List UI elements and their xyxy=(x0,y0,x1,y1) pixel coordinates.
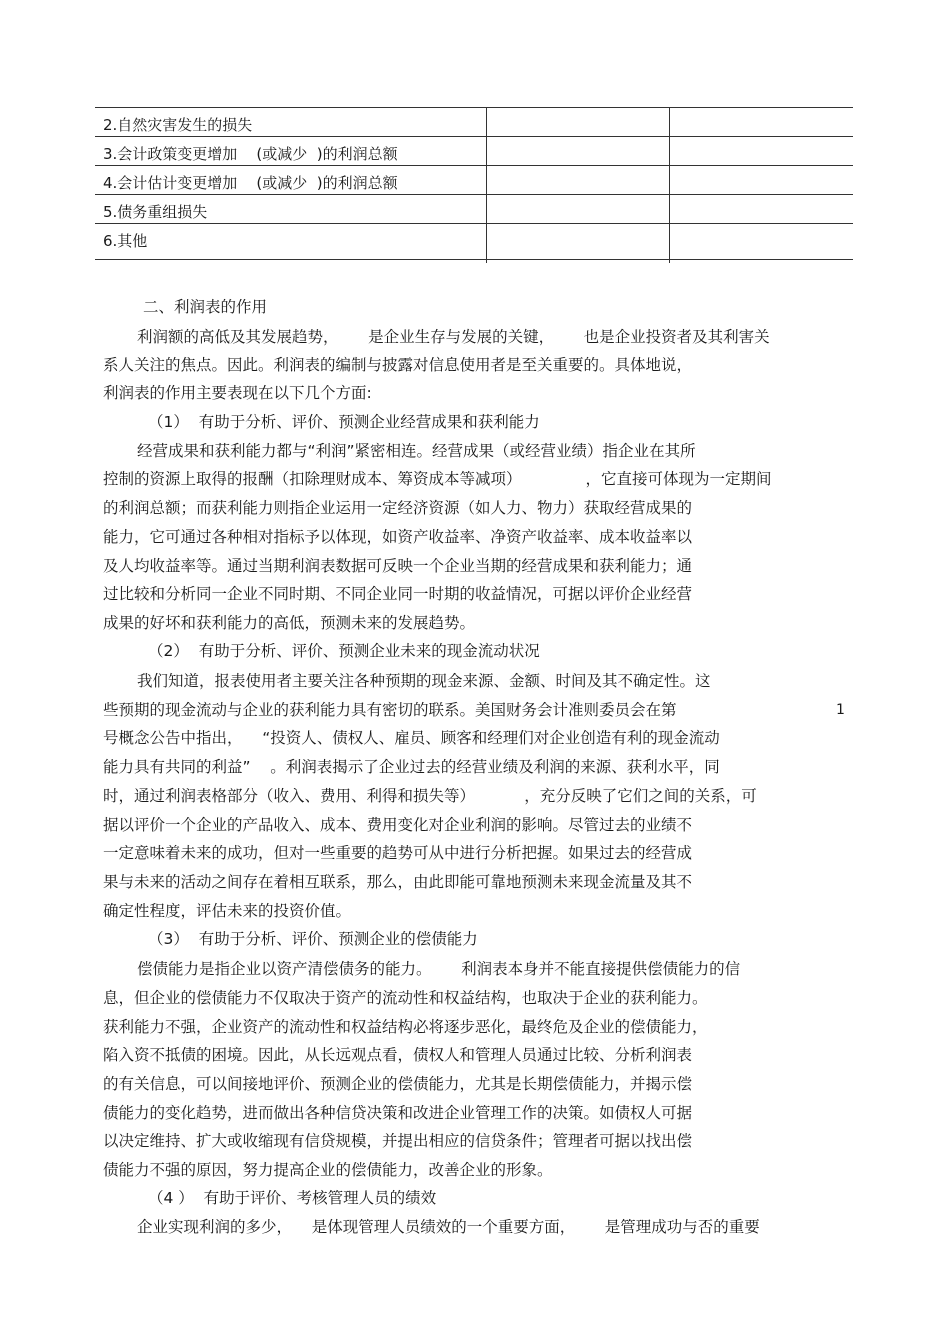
text-line: 利润表的作用主要表现在以下几个方面: xyxy=(103,384,372,402)
text-line: 债能力不强的原因，努力提高企业的偿债能力，改善企业的形象。 xyxy=(103,1161,553,1179)
table-row-label: 2.自然灾害发生的损失 xyxy=(103,116,253,134)
text-line: 能力具有共同的利益” 。利润表揭示了企业过去的经营业绩及利润的来源、获利水平，同 xyxy=(103,758,720,776)
text-line: 获利能力不强，企业资产的流动性和权益结构必将逐步恶化，最终危及企业的偿债能力， xyxy=(103,1018,708,1036)
text-line: 果与未来的活动之间存在着相互联系，那么，由此即能可靠地预测未来现金流量及其不 xyxy=(103,873,693,891)
subheading: （2） 有助于分析、评价、预测企业未来的现金流动状况 xyxy=(148,642,540,660)
text-line: 能力，它可通过各种相对指标予以体现，如资产收益率、净资产收益率、成本收益率以 xyxy=(103,528,693,546)
margin-number: 1 xyxy=(836,702,845,718)
subheading: （1） 有助于分析、评价、预测企业经营成果和获利能力 xyxy=(148,413,540,431)
text-line: 利润额的高低及其发展趋势， 是企业生存与发展的关键， 也是企业投资者及其利害关 xyxy=(137,328,770,346)
text-line: 债能力的变化趋势，进而做出各种信贷决策和改进企业管理工作的决策。如债权人可据 xyxy=(103,1104,693,1122)
text-line: 过比较和分析同一企业不同时期、不同企业同一时期的收益情况，可据以评价企业经营 xyxy=(103,585,693,603)
table-row-label: 4.会计估计变更增加 (或减少 )的利润总额 xyxy=(103,174,398,192)
subheading: （4 ） 有助于评价、考核管理人员的绩效 xyxy=(148,1189,437,1207)
text-line: 控制的资源上取得的报酬（扣除理财成本、筹资成本等减项） ，它直接可体现为一定期间 xyxy=(103,470,772,488)
table-row xyxy=(95,194,853,223)
text-line: 偿债能力是指企业以资产清偿债务的能力。 利润表本身并不能直接提供偿债能力的信 xyxy=(137,960,741,978)
text-line: 企业实现利润的多少， 是体现管理人员绩效的一个重要方面， 是管理成功与否的重要 xyxy=(137,1218,760,1236)
text-line: 成果的好坏和获利能力的高低，预测未来的发展趋势。 xyxy=(103,614,476,632)
table-row-label: 6.其他 xyxy=(103,232,148,250)
table-row xyxy=(95,165,853,194)
text-line: 及人均收益率等。通过当期利润表数据可反映一个企业当期的经营成果和获利能力；通 xyxy=(103,557,693,575)
text-line: 以决定维持、扩大或收缩现有信贷规模，并提出相应的信贷条件；管理者可据以找出偿 xyxy=(103,1132,693,1150)
text-line: 号概念公告中指出， “投资人、债权人、雇员、顾客和经理们对企业创造有利的现金流动 xyxy=(103,729,720,747)
subheading: （3） 有助于分析、评价、预测企业的偿债能力 xyxy=(148,930,478,948)
text-line: 经营成果和获利能力都与“利润”紧密相连。经营成果（或经营业绩）指企业在其所 xyxy=(137,442,696,460)
table-row xyxy=(95,136,853,165)
text-line: 的利润总额；而获利能力则指企业运用一定经济资源（如人力、物力）获取经营成果的 xyxy=(103,499,693,517)
text-line: 系人关注的焦点。因此。利润表的编制与披露对信息使用者是至关重要的。具体地说， xyxy=(103,356,693,374)
table-column-divider xyxy=(486,107,487,263)
loss-items-table xyxy=(95,107,853,260)
text-line: 我们知道，报表使用者主要关注各种预期的现金来源、金额、时间及其不确定性。这 xyxy=(137,672,711,690)
table-row xyxy=(95,107,853,136)
text-line: 些预期的现金流动与企业的获利能力具有密切的联系。美国财务会计准则委员会在第 xyxy=(103,701,677,719)
text-line: 一定意味着未来的成功，但对一些重要的趋势可从中进行分析把握。如果过去的经营成 xyxy=(103,844,693,862)
table-row-label: 3.会计政策变更增加 (或减少 )的利润总额 xyxy=(103,145,398,163)
table-row xyxy=(95,223,853,260)
text-line: 据以评价一个企业的产品收入、成本、费用变化对企业利润的影响。尽管过去的业绩不 xyxy=(103,816,693,834)
text-line: 时，通过利润表格部分（收入、费用、利得和损失等） ，充分反映了它们之间的关系，可 xyxy=(103,787,757,805)
text-line: 陷入资不抵债的困境。因此，从长远观点看，债权人和管理人员通过比较、分析利润表 xyxy=(103,1046,693,1064)
table-row-label: 5.债务重组损失 xyxy=(103,203,208,221)
text-line: 息，但企业的偿债能力不仅取决于资产的流动性和权益结构，也取决于企业的获利能力。 xyxy=(103,989,708,1007)
text-line: 确定性程度，评估未来的投资价值。 xyxy=(103,902,352,920)
section-heading: 二、利润表的作用 xyxy=(143,298,268,316)
text-line: 的有关信息，可以间接地评价、预测企业的偿债能力，尤其是长期偿债能力，并揭示偿 xyxy=(103,1075,693,1093)
table-column-divider xyxy=(669,107,670,263)
